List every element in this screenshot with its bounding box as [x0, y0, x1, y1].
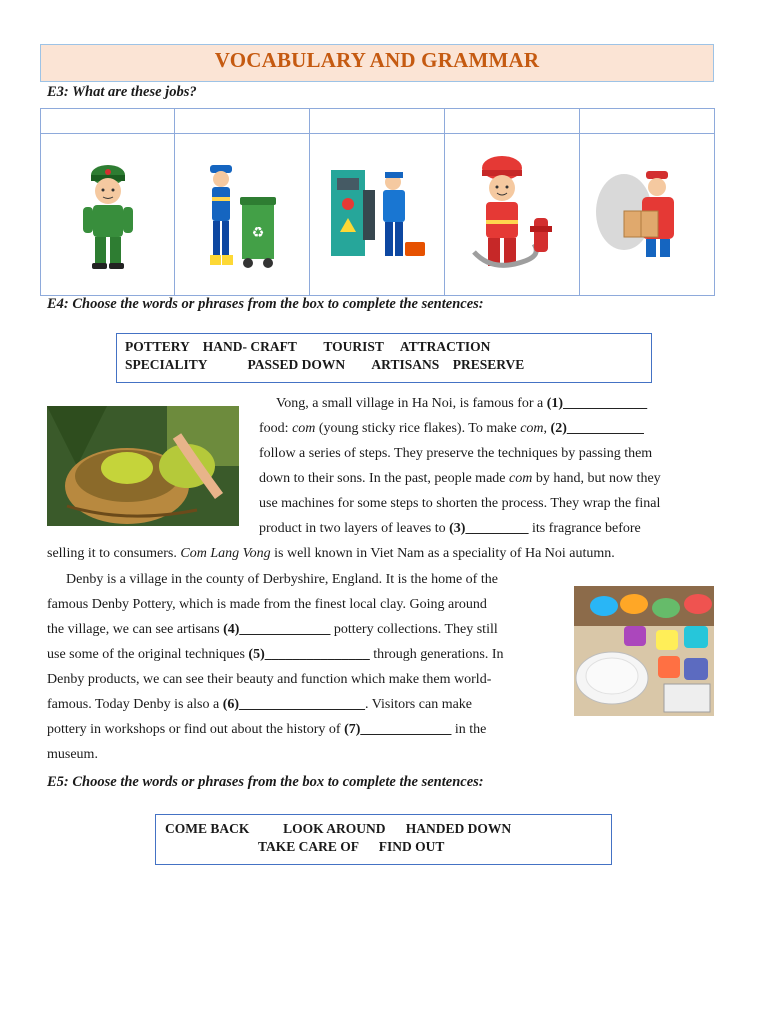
e4-heading: E4: Choose the words or phrases from the box to complete the sentences:	[47, 296, 484, 312]
p2-line-8: museum.	[47, 747, 98, 762]
blank-1[interactable]: (1)____________	[546, 396, 648, 411]
p2-line-5: Denby products, we can see their beauty and function which make them world-	[47, 672, 492, 687]
p1-line-4: down to their sons. In the past, people made com by hand, but now they	[259, 471, 661, 486]
e3-heading: E3: What are these jobs?	[47, 84, 197, 100]
answer-cell-5[interactable]	[579, 109, 714, 134]
p1-line-3: follow a series of steps. They preserve the techniques by passing them	[259, 446, 653, 461]
firefighter-icon	[462, 152, 562, 277]
job-picture-3	[309, 134, 444, 296]
e5-word-box-line-2: TAKE CARE OF FIND OUT	[258, 839, 445, 854]
p1-line-6: product in two layers of leaves to (3)_________ its fragrance before	[259, 521, 641, 536]
svg-text:♻: ♻	[251, 224, 265, 241]
e5-word-box-line-1: COME BACK LOOK AROUND HANDED DOWN	[165, 821, 512, 836]
blank-4[interactable]: (4)_____________	[223, 622, 331, 637]
answer-cell-2[interactable]	[175, 109, 310, 134]
job-picture-5	[579, 134, 714, 296]
blank-7[interactable]: (7)_____________	[344, 722, 452, 737]
e4-word-box-line-1: POTTERY HAND- CRAFT TOURIST ATTRACTION	[125, 339, 491, 354]
job-picture-4	[444, 134, 579, 296]
pottery-photo	[574, 586, 714, 716]
mechanic-icon	[327, 160, 427, 270]
e4-word-box-line-2: SPECIALITY PASSED DOWN ARTISANS PRESERVE	[125, 357, 525, 372]
answer-cell-3[interactable]	[309, 109, 444, 134]
job-picture-2	[175, 134, 310, 296]
e4-word-box	[116, 333, 652, 383]
blank-2[interactable]: (2)___________	[550, 421, 644, 436]
answer-cell-1[interactable]	[41, 109, 175, 134]
page-title: VOCABULARY AND GRAMMAR	[214, 48, 540, 72]
p2-line-6: famous. Today Denby is also a (6)__________________. Visitors can make	[47, 697, 473, 712]
answer-cell-4[interactable]	[444, 109, 579, 134]
p2-line-7: pottery in workshops or find out about the history of (7)_____________ in the	[47, 722, 487, 737]
p2-line-1: Denby is a village in the county of Derbyshire, England. It is the home of the	[66, 572, 498, 587]
e5-word-box	[155, 814, 612, 865]
p2-line-2: famous Denby Pottery, which is made from the finest local clay. Going around	[47, 597, 487, 612]
p1-line-1: Vong, a small village in Ha Noi, is famous for a (1)____________	[276, 396, 648, 411]
e5-heading: E5: Choose the words or phrases from the box to complete the sentences:	[47, 774, 484, 790]
p2-line-4: use some of the original techniques (5)_______________ through generations. In	[47, 647, 504, 662]
p1-line-2: food: com (young sticky rice flakes). To make com, (2)___________	[259, 421, 644, 436]
jobs-table	[40, 108, 715, 296]
blank-6[interactable]: (6)__________________	[222, 697, 366, 712]
soldier-icon	[73, 155, 143, 275]
p1-line-5: use machines for some steps to shorten the process. They wrap the final	[259, 496, 661, 511]
blank-5[interactable]: (5)_______________	[248, 647, 370, 662]
job-picture-1	[41, 134, 175, 296]
blank-3[interactable]: (3)_________	[449, 521, 529, 536]
garbage-collector-icon	[202, 155, 282, 275]
green-rice-photo	[47, 406, 239, 526]
p1-line-7: selling it to consumers. Com Lang Vong is well known in Viet Nam as a speciality of Ha Noi autumn.	[47, 546, 615, 561]
title-bar	[40, 44, 714, 82]
p2-line-3: the village, we can see artisans (4)_____________ pottery collections. They still	[47, 622, 498, 637]
delivery-man-icon	[594, 167, 699, 262]
